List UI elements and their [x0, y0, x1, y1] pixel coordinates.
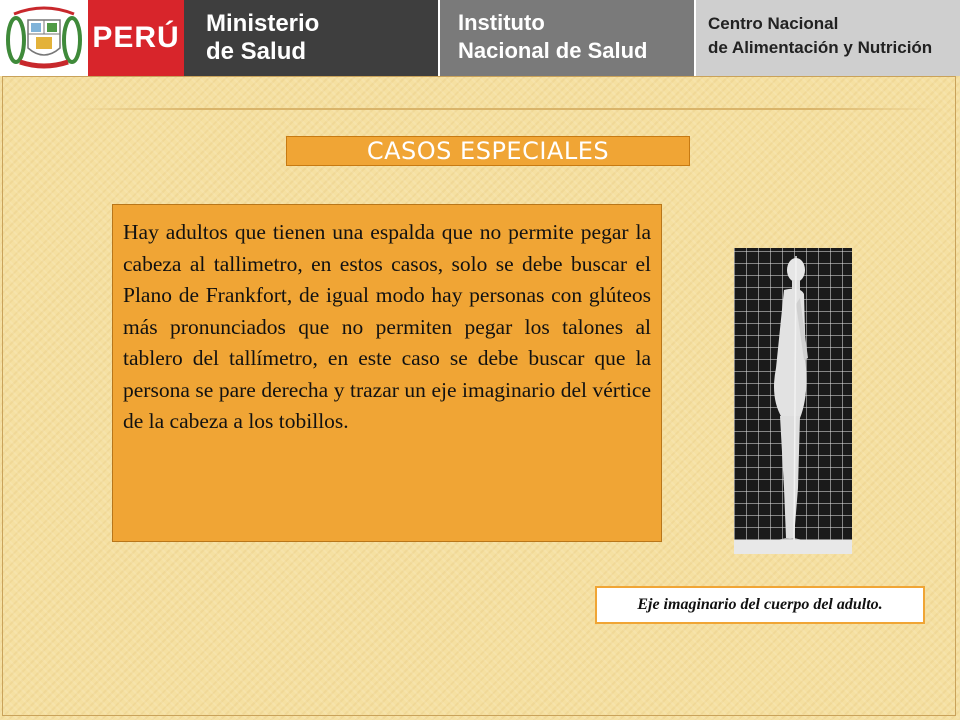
photo-floor: [734, 540, 852, 554]
institute-block: [440, 0, 694, 76]
center-line-2: de Alimentación y Nutrición: [708, 38, 933, 57]
body-paragraph: Hay adultos que tienen una espalda que no permite pegar la cabeza al tallimetro, en estos casos, solo se debe buscar el Plano de Frankfort, de igual modo hay personas con glúteos más pronunciados que no permiten pegar los talones al tablero del tallímetro, en este caso se debe buscar que la persona se pare derecha y trazar un eje imaginario del vértice de la cabeza a los tobillos.: [123, 220, 651, 433]
photo-caption: Eje imaginario del cuerpo del adulto.: [637, 596, 883, 613]
ministry-line-2: de Salud: [206, 38, 307, 65]
institute-line-2: Nacional de Salud: [458, 38, 648, 63]
center-block: [696, 0, 960, 76]
national-seal-logo: [0, 0, 88, 76]
coat-of-arms-icon: [0, 0, 88, 76]
photo-caption-box: [595, 586, 925, 624]
standing-person-icon: [734, 248, 852, 554]
ministry-line-1: Ministerio: [206, 10, 320, 37]
ministry-block: [184, 0, 438, 76]
institutional-header: [0, 0, 960, 76]
slide-title-box: [286, 136, 690, 166]
center-line-1: Centro Nacional: [708, 14, 839, 33]
country-name: PERÚ: [92, 21, 180, 54]
body-text-box: [112, 204, 662, 542]
slide-title: CASOS ESPECIALES: [366, 137, 610, 165]
institute-line-1: Instituto: [458, 10, 545, 35]
header-divider: [70, 108, 940, 110]
adult-posture-photo: [734, 248, 852, 554]
peru-brand-block: [88, 0, 184, 76]
